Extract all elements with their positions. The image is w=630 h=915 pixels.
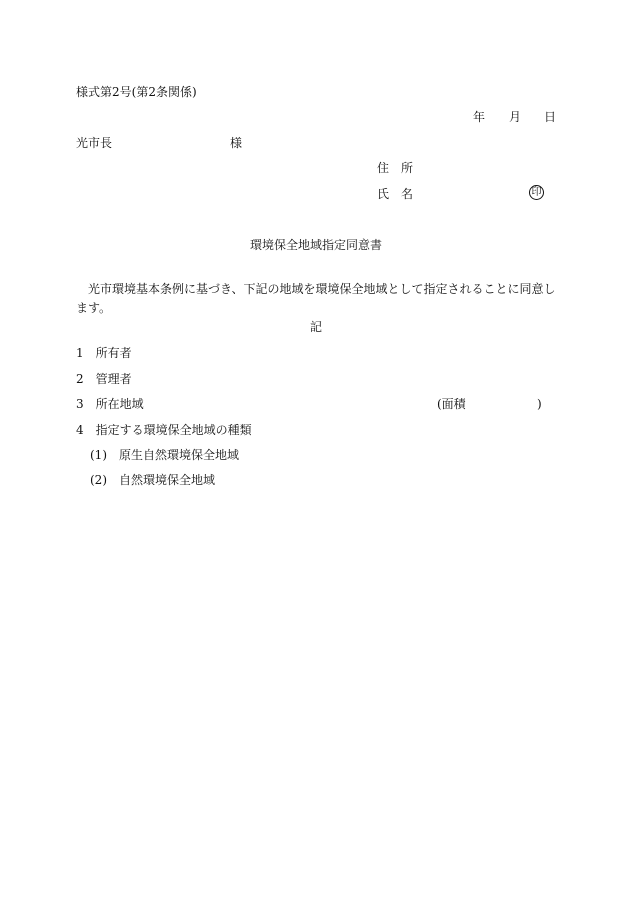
form-number: 様式第2号(第2条関係) <box>76 85 197 99</box>
area-open: (面積 <box>437 397 466 411</box>
item-location: 3 所在地域 <box>76 397 144 411</box>
recipient-name: 光市長 <box>76 136 113 150</box>
date-day: 日 <box>544 110 557 124</box>
date-year: 年 <box>473 110 486 124</box>
recipient-honorific: 様 <box>230 136 243 150</box>
item-owner: 1 所有者 <box>76 346 132 360</box>
address-label: 住 所 <box>377 161 414 175</box>
ki-heading: 記 <box>310 320 323 334</box>
item-area-types: 4 指定する環境保全地域の種類 <box>76 423 252 437</box>
document-title: 環境保全地域指定同意書 <box>250 238 383 252</box>
area-close: ) <box>537 397 542 411</box>
name-label: 氏 名 <box>377 187 414 201</box>
subitem-primeval: (1) 原生自然環境保全地域 <box>90 448 239 462</box>
date-month: 月 <box>509 110 522 124</box>
body-line-2: ます。 <box>76 301 112 315</box>
item-manager: 2 管理者 <box>76 372 132 386</box>
seal-mark: 印 <box>529 185 544 200</box>
subitem-natural: (2) 自然環境保全地域 <box>90 473 215 487</box>
body-line-1: 光市環境基本条例に基づき、下記の地域を環境保全地域として指定されることに同意し <box>88 282 556 296</box>
